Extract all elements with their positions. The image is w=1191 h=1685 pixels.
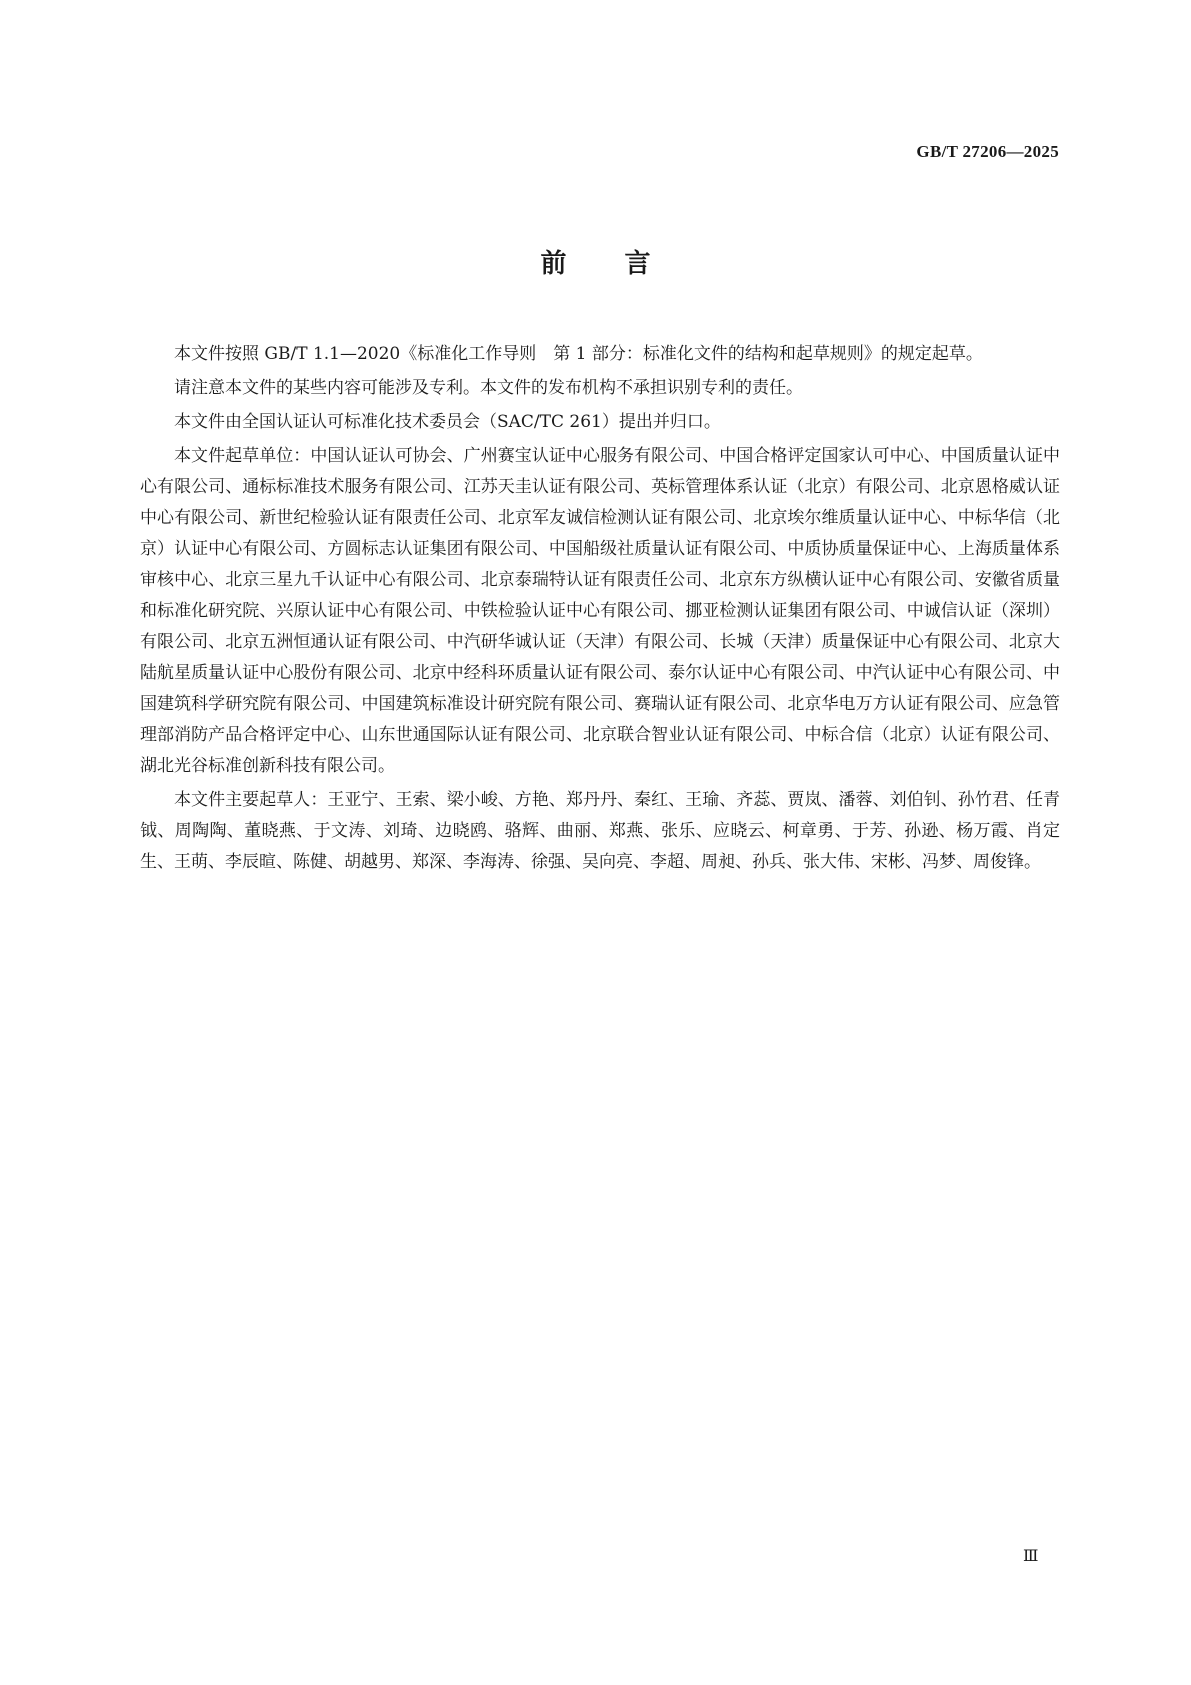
standard-number: GB/T 27206—2025 (916, 142, 1059, 161)
paragraph-drafting-organizations: 本文件起草单位：中国认证认可协会、广州赛宝认证中心服务有限公司、中国合格评定国家认可中心、中国质量认证中心有限公司、通标标准技术服务有限公司、江苏天圭认证有限公司、英标管理体系认证（北京）有限公司、北京恩格威认证中心有限公司、新世纪检验认证有限责任公司、北京军友诚信检测认证有限公司、北京埃尔维质量认证中心、中标华信（北京）认证中心有限公司、方圆标志认证集团有限公司、中国船级社质量认证有限公司、中质协质量保证中心、上海质量体系审核中心、北京三星九千认证中心有限公司、北京泰瑞特认证有限责任公司、北京东方纵横认证中心有限公司、安徽省质量和标准化研究院、兴原认证中心有限公司、中铁检验认证中心有限公司、挪亚检测认证集团有限公司、中诚信认证（深圳）有限公司、北京五洲恒通认证有限公司、中汽研华诚认证（天津）有限公司、长城（天津）质量保证中心有限公司、北京大陆航星质量认证中心股份有限公司、北京中经科环质量认证有限公司、泰尔认证中心有限公司、中汽认证中心有限公司、中国建筑科学研究院有限公司、中国建筑标准设计研究院有限公司、赛瑞认证有限公司、北京华电万方认证有限公司、应急管理部消防产品合格评定中心、山东世通国际认证有限公司、北京联合智业认证有限公司、中标合信（北京）认证有限公司、湖北光谷标准创新科技有限公司。 (140, 446, 1060, 776)
document-body (140, 339, 1060, 881)
page-title: 前言 (540, 249, 709, 279)
page-number: Ⅲ (1023, 1548, 1039, 1565)
paragraph-drafting-rules: 本文件按照 GB/T 1.1—2020《标准化工作导则 第 1 部分：标准化文件的结构和起草规则》的规定起草。 (174, 344, 983, 364)
paragraph-main-drafters: 本文件主要起草人：王亚宁、王索、梁小峻、方艳、郑丹丹、秦红、王瑜、齐蕊、贾岚、潘蓉、刘伯钊、孙竹君、任青钺、周陶陶、董晓燕、于文涛、刘琦、边晓鸥、骆辉、曲丽、郑燕、张乐、应晓云、柯章勇、于芳、孙逊、杨万霞、肖定生、王萌、李辰暄、陈健、胡越男、郑深、李海涛、徐强、吴向亮、李超、周昶、孙兵、张大伟、宋彬、冯梦、周俊锋。 (140, 790, 1060, 872)
paragraph-proposer: 本文件由全国认证认可标准化技术委员会（SAC/TC 261）提出并归口。 (174, 412, 721, 432)
paragraph-patent-notice: 请注意本文件的某些内容可能涉及专利。本文件的发布机构不承担识别专利的责任。 (174, 378, 803, 398)
